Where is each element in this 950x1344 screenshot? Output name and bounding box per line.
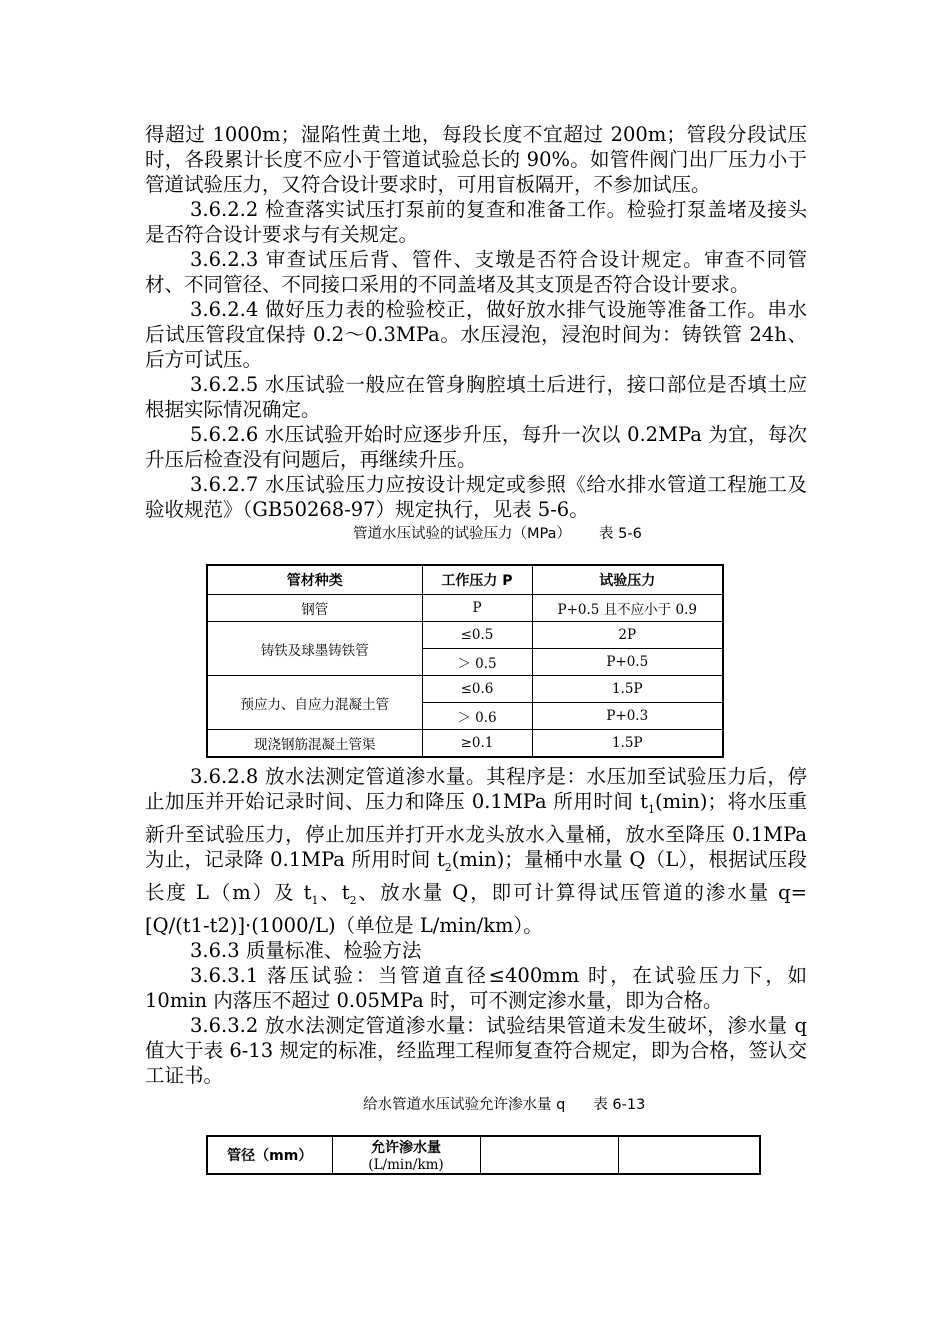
table-cell: ＞ 0.5 — [422, 649, 532, 676]
table-cell — [618, 1136, 760, 1174]
table-cell: 铸铁及球墨铸铁管 — [207, 622, 422, 676]
paragraph: 3.6.2.2 检查落实试压打泵前的复查和准备工作。检验打泵盖堵及接头是否符合设计要求与有关规定。 — [145, 198, 807, 246]
paragraph: 3.6.2.4 做好压力表的检验校正，做好放水排气设施等准备工作。串水后试压管段宜保持 0.2～0.3MPa。水压浸泡，浸泡时间为：铸铁管 24h、后方可试压。 — [145, 298, 807, 371]
table-cell: ≥0.1 — [422, 730, 532, 758]
paragraph: 3.6.2.7 水压试验压力应按设计规定或参照《给水排水管道工程施工及验收规范》（GB50268-97）规定执行，见表 5-6。 — [145, 473, 807, 521]
paragraph: 3.6.2.8 放水法测定管道渗水量。其程序是：水压加至试验压力后，停止加压并开始记录时间、压力和降压 0.1MPa 所用时间 $t_1(\min)$；将水压重新升至试验压力，停止加压并打开水龙头放水入量桶，放水至降压 0.1MPa 为止，记录降 0.1MPa 所用时间 $t_2(\min)$；量桶中水量 Q（L），根据试压段长度 L（m）及 $t_1$、$t_2$、放水量 Q，即可计算得试压管道的渗水量 q=[Q/(t1-t2)]·(1000/L)（单位是 L/min/km）。 — [145, 765, 808, 937]
table-row — [207, 622, 723, 649]
table-row — [207, 595, 723, 622]
document-page — [145, 122, 807, 1175]
table-cell: ≤0.5 — [422, 622, 532, 649]
paragraph: 3.6.2.3 审查试压后背、管件、支墩是否符合设计规定。审查不同管材、不同管径、不同接口采用的不同盖堵及其支顶是否符合设计要求。 — [145, 248, 807, 296]
table-cell: 钢管 — [207, 595, 422, 622]
paragraph: 5.6.2.6 水压试验开始时应逐步升压，每升一次以 0.2MPa 为宜，每次升压后检查没有问题后，再继续升压。 — [145, 423, 807, 471]
paragraph: 3.6.3 质量标准、检验方法 — [190, 938, 422, 962]
table1-caption-text: 管道水压试验的试验压力（MPa） — [353, 526, 571, 542]
column-header: 管材种类 — [207, 565, 422, 595]
test-pressure-table — [206, 564, 724, 758]
table2-caption-text: 给水管道水压试验允许渗水量 q — [363, 1096, 566, 1113]
table-cell: 现浇钢筋混凝土管渠 — [207, 730, 422, 758]
table-cell: P — [422, 595, 532, 622]
table-cell: 1.5P — [532, 730, 723, 758]
table2-number: 表 6-13 — [593, 1096, 646, 1113]
table-cell: P+0.5 且不应小于 0.9 — [532, 595, 723, 622]
table1-caption — [353, 524, 807, 544]
allowed-seepage-table — [206, 1135, 761, 1175]
column-header: 允许渗水量 (L/min/km) — [332, 1136, 480, 1174]
table-cell: P+0.3 — [532, 703, 723, 730]
paragraph: 3.6.2.5 水压试验一般应在管身胸腔填土后进行，接口部位是否填土应根据实际情况确定。 — [145, 373, 807, 421]
table-cell: 预应力、自应力混凝土管 — [207, 676, 422, 730]
table-cell: 2P — [532, 622, 723, 649]
table-header-row — [207, 1136, 760, 1174]
table-cell: ＞ 0.6 — [422, 703, 532, 730]
column-header: 工作压力 P — [422, 565, 532, 595]
table2-caption — [363, 1095, 807, 1115]
table-row — [207, 676, 723, 703]
table-cell: ≤0.6 — [422, 676, 532, 703]
table-cell: P+0.5 — [532, 649, 723, 676]
paragraph: 3.6.3.1 落压试验：当管道直径≤400mm 时，在试验压力下，如 10min 内落压不超过 0.05MPa 时，可不测定渗水量，即为合格。 — [145, 963, 807, 1012]
table-header-row — [207, 565, 723, 595]
paragraph: 3.6.3.2 放水法测定管道渗水量：试验结果管道未发生破坏，渗水量 q 值大于表 6-13 规定的标准，经监理工程师复查符合规定，即为合格，签认交工证书。 — [145, 1013, 807, 1087]
table-cell: 1.5P — [532, 676, 723, 703]
column-header: 管径（mm） — [207, 1136, 332, 1174]
table-cell — [480, 1136, 618, 1174]
paragraph: 得超过 1000m；湿陷性黄土地，每段长度不宜超过 200m；管段分段试压时，各段累计长度不应小于管道试验总长的 90%。如管件阀门出厂压力小于管道试验压力，又符合设计要求时，可用盲板隔开，不参加试压。 — [145, 123, 807, 196]
table-row — [207, 730, 723, 758]
column-header: 试验压力 — [532, 565, 723, 595]
table1-number: 表 5-6 — [599, 526, 642, 542]
